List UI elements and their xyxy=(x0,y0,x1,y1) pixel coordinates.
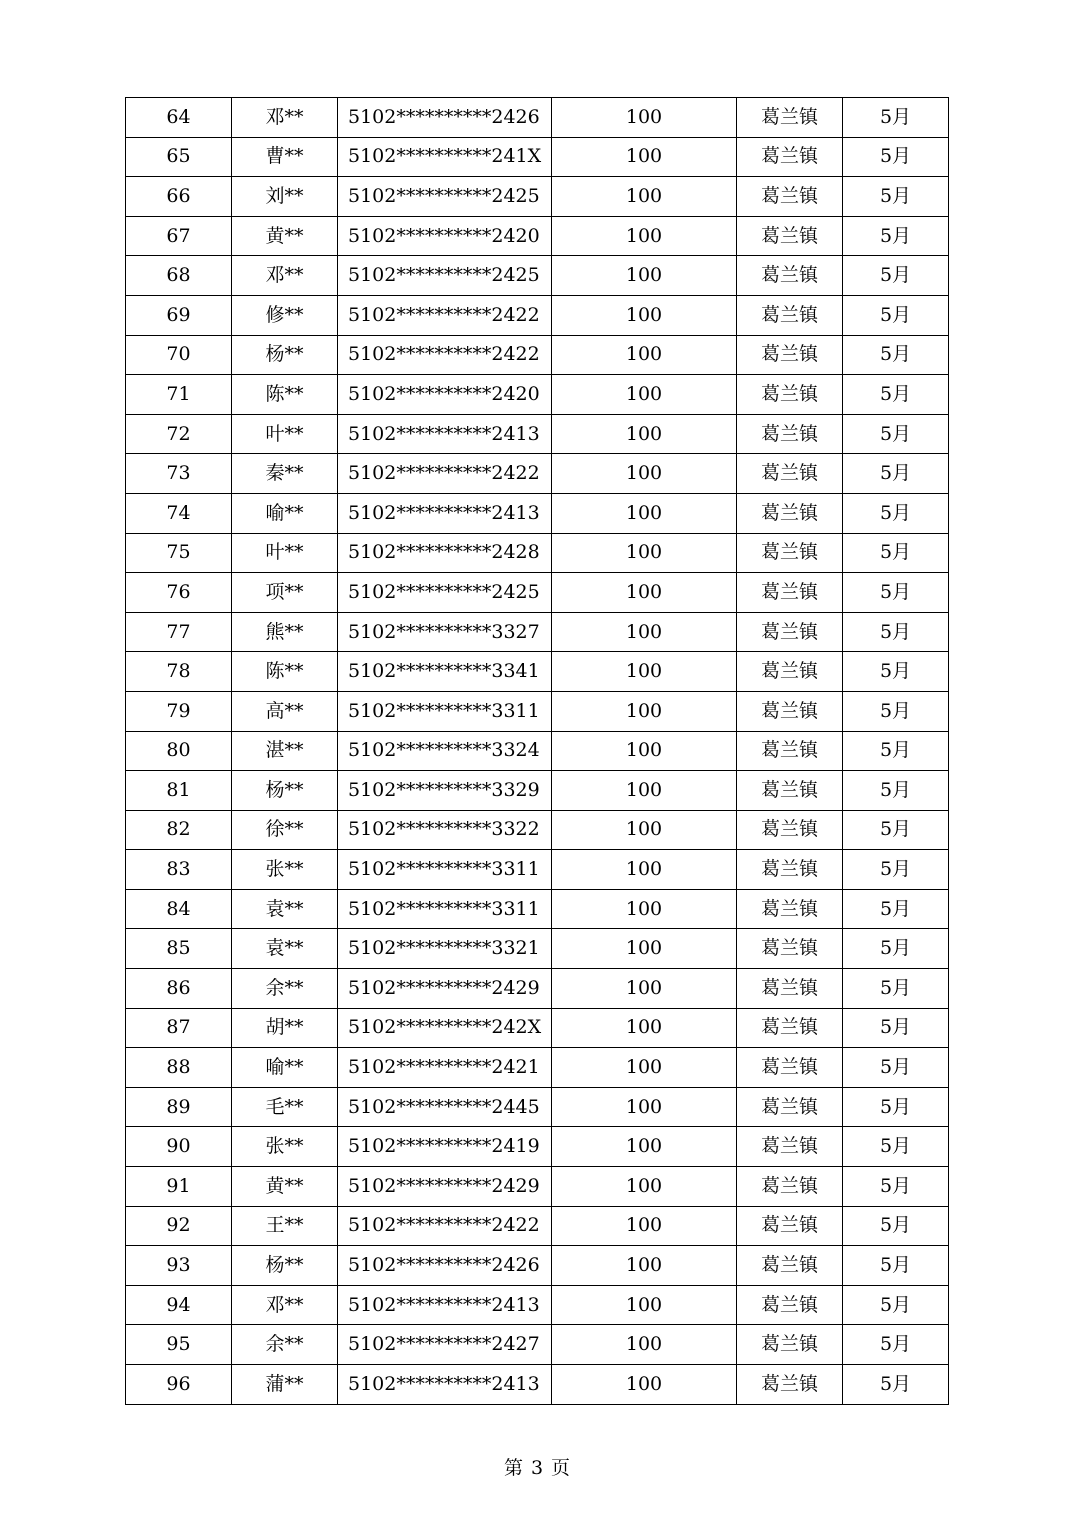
cell-town: 葛兰镇 xyxy=(737,889,843,929)
cell-month: 5月 xyxy=(843,256,949,296)
cell-town: 葛兰镇 xyxy=(737,1325,843,1365)
cell-serial-number: 78 xyxy=(126,652,232,692)
cell-id-number: 5102**********2422 xyxy=(338,335,552,375)
cell-id-number: 5102**********3321 xyxy=(338,929,552,969)
cell-month: 5月 xyxy=(843,889,949,929)
cell-name: 徐** xyxy=(232,810,338,850)
cell-amount: 100 xyxy=(552,731,737,771)
cell-id-number: 5102**********2422 xyxy=(338,1206,552,1246)
cell-month: 5月 xyxy=(843,1127,949,1167)
cell-town: 葛兰镇 xyxy=(737,414,843,454)
cell-name: 修** xyxy=(232,295,338,335)
cell-town: 葛兰镇 xyxy=(737,850,843,890)
cell-town: 葛兰镇 xyxy=(737,1167,843,1207)
cell-name: 熊** xyxy=(232,612,338,652)
cell-town: 葛兰镇 xyxy=(737,1206,843,1246)
cell-amount: 100 xyxy=(552,137,737,177)
cell-id-number: 5102**********2420 xyxy=(338,375,552,415)
cell-month: 5月 xyxy=(843,929,949,969)
cell-name: 邓** xyxy=(232,98,338,138)
cell-month: 5月 xyxy=(843,612,949,652)
table-row xyxy=(126,375,949,415)
cell-amount: 100 xyxy=(552,1008,737,1048)
cell-month: 5月 xyxy=(843,414,949,454)
page-footer-suffix: 页 xyxy=(551,1457,571,1479)
cell-serial-number: 66 xyxy=(126,177,232,217)
cell-month: 5月 xyxy=(843,771,949,811)
cell-serial-number: 84 xyxy=(126,889,232,929)
cell-town: 葛兰镇 xyxy=(737,98,843,138)
cell-amount: 100 xyxy=(552,533,737,573)
cell-town: 葛兰镇 xyxy=(737,216,843,256)
cell-serial-number: 82 xyxy=(126,810,232,850)
cell-serial-number: 96 xyxy=(126,1365,232,1405)
cell-month: 5月 xyxy=(843,1008,949,1048)
cell-amount: 100 xyxy=(552,1087,737,1127)
cell-amount: 100 xyxy=(552,1325,737,1365)
cell-town: 葛兰镇 xyxy=(737,573,843,613)
table-row xyxy=(126,929,949,969)
cell-serial-number: 67 xyxy=(126,216,232,256)
cell-serial-number: 89 xyxy=(126,1087,232,1127)
cell-name: 曹** xyxy=(232,137,338,177)
table-row xyxy=(126,1087,949,1127)
table-row xyxy=(126,216,949,256)
cell-amount: 100 xyxy=(552,810,737,850)
cell-month: 5月 xyxy=(843,1246,949,1286)
cell-serial-number: 90 xyxy=(126,1127,232,1167)
cell-month: 5月 xyxy=(843,731,949,771)
cell-serial-number: 69 xyxy=(126,295,232,335)
cell-serial-number: 68 xyxy=(126,256,232,296)
table-row xyxy=(126,731,949,771)
cell-town: 葛兰镇 xyxy=(737,929,843,969)
cell-town: 葛兰镇 xyxy=(737,1246,843,1286)
table-row xyxy=(126,1365,949,1405)
cell-month: 5月 xyxy=(843,493,949,533)
cell-name: 袁** xyxy=(232,889,338,929)
cell-id-number: 5102**********2413 xyxy=(338,493,552,533)
cell-town: 葛兰镇 xyxy=(737,335,843,375)
cell-serial-number: 77 xyxy=(126,612,232,652)
cell-name: 袁** xyxy=(232,929,338,969)
cell-name: 高** xyxy=(232,691,338,731)
table-row xyxy=(126,652,949,692)
cell-town: 葛兰镇 xyxy=(737,1048,843,1088)
cell-serial-number: 81 xyxy=(126,771,232,811)
cell-name: 叶** xyxy=(232,414,338,454)
cell-id-number: 5102**********3329 xyxy=(338,771,552,811)
cell-amount: 100 xyxy=(552,1048,737,1088)
cell-name: 杨** xyxy=(232,1246,338,1286)
page-footer-prefix: 第 xyxy=(503,1457,523,1479)
cell-id-number: 5102**********2429 xyxy=(338,1167,552,1207)
cell-town: 葛兰镇 xyxy=(737,1365,843,1405)
cell-month: 5月 xyxy=(843,375,949,415)
table-row xyxy=(126,177,949,217)
table-row xyxy=(126,771,949,811)
cell-name: 胡** xyxy=(232,1008,338,1048)
table-row xyxy=(126,1008,949,1048)
cell-name: 杨** xyxy=(232,335,338,375)
cell-id-number: 5102**********242X xyxy=(338,1008,552,1048)
cell-name: 邓** xyxy=(232,256,338,296)
table-row xyxy=(126,1048,949,1088)
cell-town: 葛兰镇 xyxy=(737,454,843,494)
cell-amount: 100 xyxy=(552,335,737,375)
table-row xyxy=(126,256,949,296)
cell-id-number: 5102**********2429 xyxy=(338,969,552,1009)
cell-serial-number: 74 xyxy=(126,493,232,533)
cell-serial-number: 64 xyxy=(126,98,232,138)
cell-serial-number: 80 xyxy=(126,731,232,771)
cell-id-number: 5102**********2421 xyxy=(338,1048,552,1088)
cell-id-number: 5102**********2426 xyxy=(338,1246,552,1286)
cell-amount: 100 xyxy=(552,1167,737,1207)
cell-serial-number: 92 xyxy=(126,1206,232,1246)
cell-serial-number: 95 xyxy=(126,1325,232,1365)
cell-month: 5月 xyxy=(843,652,949,692)
cell-serial-number: 87 xyxy=(126,1008,232,1048)
table-row xyxy=(126,98,949,138)
cell-name: 毛** xyxy=(232,1087,338,1127)
cell-serial-number: 71 xyxy=(126,375,232,415)
table-row xyxy=(126,137,949,177)
cell-serial-number: 75 xyxy=(126,533,232,573)
cell-town: 葛兰镇 xyxy=(737,295,843,335)
cell-amount: 100 xyxy=(552,1285,737,1325)
cell-name: 张** xyxy=(232,1127,338,1167)
cell-serial-number: 83 xyxy=(126,850,232,890)
cell-name: 喻** xyxy=(232,493,338,533)
cell-name: 秦** xyxy=(232,454,338,494)
cell-town: 葛兰镇 xyxy=(737,1087,843,1127)
cell-id-number: 5102**********2419 xyxy=(338,1127,552,1167)
cell-month: 5月 xyxy=(843,454,949,494)
cell-serial-number: 70 xyxy=(126,335,232,375)
cell-town: 葛兰镇 xyxy=(737,612,843,652)
roster-table xyxy=(125,97,949,1405)
cell-town: 葛兰镇 xyxy=(737,137,843,177)
table-row xyxy=(126,612,949,652)
cell-amount: 100 xyxy=(552,573,737,613)
cell-name: 湛** xyxy=(232,731,338,771)
cell-name: 黄** xyxy=(232,1167,338,1207)
cell-id-number: 5102**********2427 xyxy=(338,1325,552,1365)
page-number: 3 xyxy=(530,1457,544,1479)
cell-name: 喻** xyxy=(232,1048,338,1088)
cell-serial-number: 93 xyxy=(126,1246,232,1286)
table-row xyxy=(126,1206,949,1246)
cell-name: 余** xyxy=(232,969,338,1009)
cell-amount: 100 xyxy=(552,1246,737,1286)
cell-month: 5月 xyxy=(843,691,949,731)
cell-id-number: 5102**********2426 xyxy=(338,98,552,138)
cell-town: 葛兰镇 xyxy=(737,1127,843,1167)
cell-id-number: 5102**********2428 xyxy=(338,533,552,573)
table-row xyxy=(126,335,949,375)
cell-serial-number: 73 xyxy=(126,454,232,494)
cell-month: 5月 xyxy=(843,1285,949,1325)
cell-town: 葛兰镇 xyxy=(737,969,843,1009)
cell-town: 葛兰镇 xyxy=(737,533,843,573)
cell-id-number: 5102**********241X xyxy=(338,137,552,177)
table-row xyxy=(126,295,949,335)
cell-id-number: 5102**********3311 xyxy=(338,691,552,731)
table-row xyxy=(126,493,949,533)
cell-amount: 100 xyxy=(552,493,737,533)
cell-amount: 100 xyxy=(552,454,737,494)
cell-id-number: 5102**********2413 xyxy=(338,1285,552,1325)
cell-amount: 100 xyxy=(552,1206,737,1246)
cell-id-number: 5102**********3311 xyxy=(338,889,552,929)
cell-serial-number: 86 xyxy=(126,969,232,1009)
cell-month: 5月 xyxy=(843,1167,949,1207)
cell-name: 蒲** xyxy=(232,1365,338,1405)
cell-town: 葛兰镇 xyxy=(737,731,843,771)
cell-id-number: 5102**********2422 xyxy=(338,295,552,335)
cell-town: 葛兰镇 xyxy=(737,691,843,731)
cell-town: 葛兰镇 xyxy=(737,771,843,811)
cell-month: 5月 xyxy=(843,969,949,1009)
cell-serial-number: 85 xyxy=(126,929,232,969)
table-row xyxy=(126,969,949,1009)
cell-month: 5月 xyxy=(843,1048,949,1088)
table-row xyxy=(126,850,949,890)
cell-id-number: 5102**********2420 xyxy=(338,216,552,256)
cell-month: 5月 xyxy=(843,810,949,850)
cell-amount: 100 xyxy=(552,216,737,256)
cell-name: 王** xyxy=(232,1206,338,1246)
table-row xyxy=(126,1167,949,1207)
cell-name: 杨** xyxy=(232,771,338,811)
cell-amount: 100 xyxy=(552,1365,737,1405)
cell-town: 葛兰镇 xyxy=(737,177,843,217)
cell-name: 余** xyxy=(232,1325,338,1365)
cell-town: 葛兰镇 xyxy=(737,256,843,296)
cell-month: 5月 xyxy=(843,1325,949,1365)
cell-serial-number: 91 xyxy=(126,1167,232,1207)
cell-town: 葛兰镇 xyxy=(737,375,843,415)
cell-serial-number: 94 xyxy=(126,1285,232,1325)
cell-amount: 100 xyxy=(552,771,737,811)
cell-name: 邓** xyxy=(232,1285,338,1325)
cell-name: 黄** xyxy=(232,216,338,256)
cell-amount: 100 xyxy=(552,850,737,890)
cell-amount: 100 xyxy=(552,691,737,731)
cell-amount: 100 xyxy=(552,295,737,335)
cell-id-number: 5102**********2413 xyxy=(338,414,552,454)
cell-amount: 100 xyxy=(552,177,737,217)
table-row xyxy=(126,1246,949,1286)
cell-month: 5月 xyxy=(843,335,949,375)
cell-amount: 100 xyxy=(552,652,737,692)
cell-id-number: 5102**********2445 xyxy=(338,1087,552,1127)
cell-month: 5月 xyxy=(843,295,949,335)
table-row xyxy=(126,1127,949,1167)
table-row xyxy=(126,1285,949,1325)
cell-town: 葛兰镇 xyxy=(737,810,843,850)
cell-month: 5月 xyxy=(843,177,949,217)
table-row xyxy=(126,414,949,454)
table-row xyxy=(126,810,949,850)
cell-month: 5月 xyxy=(843,1087,949,1127)
cell-month: 5月 xyxy=(843,573,949,613)
table-row xyxy=(126,454,949,494)
cell-amount: 100 xyxy=(552,1127,737,1167)
cell-month: 5月 xyxy=(843,1365,949,1405)
cell-id-number: 5102**********2425 xyxy=(338,177,552,217)
table-row xyxy=(126,691,949,731)
cell-name: 张** xyxy=(232,850,338,890)
page-footer xyxy=(0,1456,1074,1480)
cell-month: 5月 xyxy=(843,850,949,890)
cell-month: 5月 xyxy=(843,216,949,256)
cell-name: 项** xyxy=(232,573,338,613)
cell-serial-number: 76 xyxy=(126,573,232,613)
cell-name: 陈** xyxy=(232,375,338,415)
cell-amount: 100 xyxy=(552,414,737,454)
cell-month: 5月 xyxy=(843,98,949,138)
cell-month: 5月 xyxy=(843,137,949,177)
cell-amount: 100 xyxy=(552,929,737,969)
cell-town: 葛兰镇 xyxy=(737,1285,843,1325)
table-row xyxy=(126,1325,949,1365)
table-row xyxy=(126,573,949,613)
cell-amount: 100 xyxy=(552,98,737,138)
cell-month: 5月 xyxy=(843,1206,949,1246)
cell-serial-number: 79 xyxy=(126,691,232,731)
cell-id-number: 5102**********3324 xyxy=(338,731,552,771)
cell-amount: 100 xyxy=(552,889,737,929)
cell-amount: 100 xyxy=(552,256,737,296)
cell-serial-number: 88 xyxy=(126,1048,232,1088)
cell-id-number: 5102**********3311 xyxy=(338,850,552,890)
cell-town: 葛兰镇 xyxy=(737,493,843,533)
cell-amount: 100 xyxy=(552,375,737,415)
table-row xyxy=(126,533,949,573)
roster-table-body xyxy=(126,98,949,1405)
cell-id-number: 5102**********3327 xyxy=(338,612,552,652)
cell-id-number: 5102**********2425 xyxy=(338,573,552,613)
cell-name: 刘** xyxy=(232,177,338,217)
cell-id-number: 5102**********3341 xyxy=(338,652,552,692)
cell-month: 5月 xyxy=(843,533,949,573)
cell-town: 葛兰镇 xyxy=(737,1008,843,1048)
cell-id-number: 5102**********3322 xyxy=(338,810,552,850)
cell-amount: 100 xyxy=(552,969,737,1009)
cell-id-number: 5102**********2413 xyxy=(338,1365,552,1405)
cell-id-number: 5102**********2425 xyxy=(338,256,552,296)
table-row xyxy=(126,889,949,929)
cell-name: 陈** xyxy=(232,652,338,692)
cell-amount: 100 xyxy=(552,612,737,652)
cell-serial-number: 65 xyxy=(126,137,232,177)
cell-id-number: 5102**********2422 xyxy=(338,454,552,494)
cell-town: 葛兰镇 xyxy=(737,652,843,692)
cell-name: 叶** xyxy=(232,533,338,573)
cell-serial-number: 72 xyxy=(126,414,232,454)
